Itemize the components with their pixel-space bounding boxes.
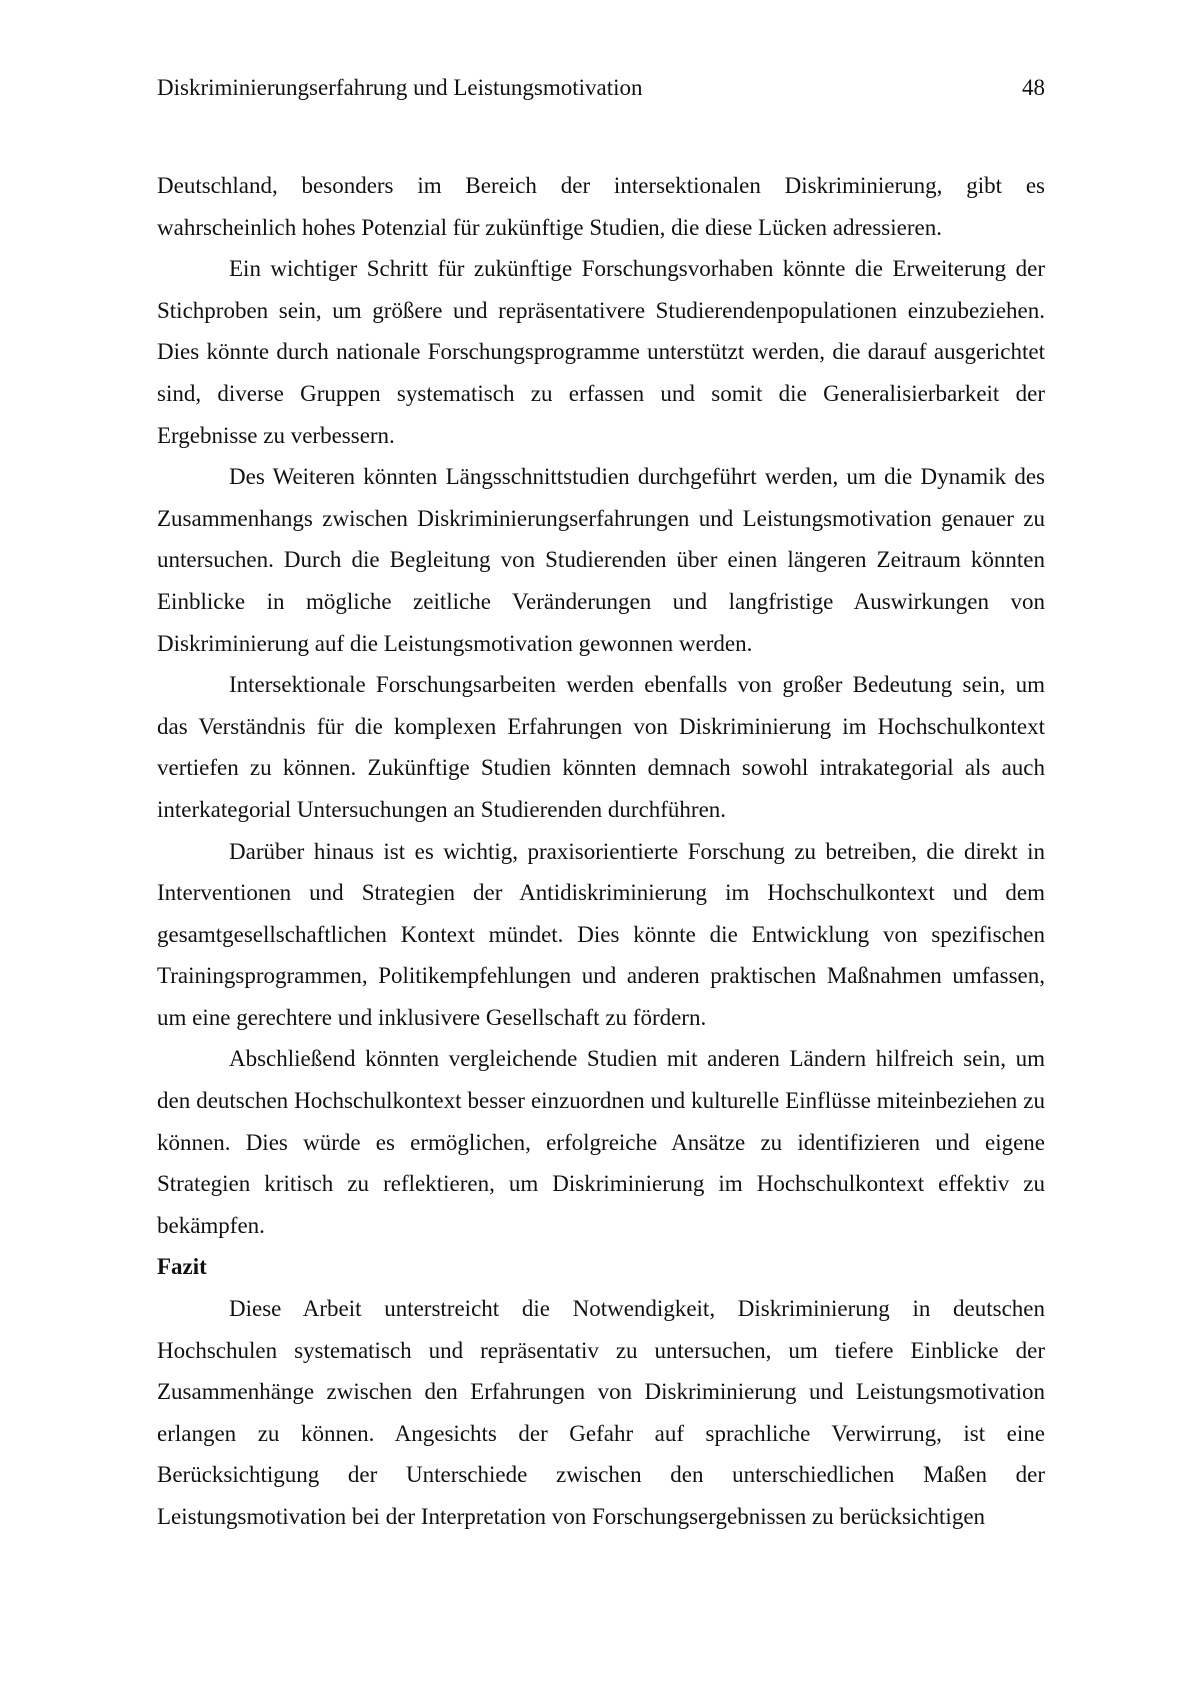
running-header	[157, 72, 1045, 104]
paragraph-intersektional: Intersektionale Forschungsarbeiten werden ebenfalls von großer Bedeutung sein, um das Verständnis für die komplexen Erfahrungen von Diskriminierung im Hochschulkontext vertiefen zu können. Zukünftige Studien könnten demnach sowohl intrakategorial als auch interkategorial Untersuchungen an Studierenden durchführen.	[157, 672, 1045, 822]
paragraph-vergleich: Abschließend könnten vergleichende Studien mit anderen Ländern hilfreich sein, um den deutschen Hochschulkontext besser einzuordnen und kulturelle Einflüsse miteinbeziehen zu können. Dies würde es ermöglichen, erfolgreiche Ansätze zu identifizieren und eigene Strategien kritisch zu reflektieren, um Diskriminierung im Hochschulkontext effektiv zu bekämpfen.	[157, 1046, 1045, 1238]
paragraph-stichproben: Ein wichtiger Schritt für zukünftige Forschungsvorhaben könnte die Erweiterung der Stichproben sein, um größere und repräsentativere Studierendenpopulationen einzubeziehen. Dies könnte durch nationale Forschungsprogramme unterstützt werden, die darauf ausgerichtet sind, diverse Gruppen systematisch zu erfassen und somit die Generalisierbarkeit der Ergebnisse zu verbessern.	[157, 256, 1045, 448]
running-title: Diskriminierungserfahrung und Leistungsmotivation	[157, 75, 643, 100]
paragraph-laengsschnitt: Des Weiteren könnten Längsschnittstudien durchgeführt werden, um die Dynamik des Zusammenhangs zwischen Diskriminierungserfahrungen und Leistungsmotivation genauer zu untersuchen. Durch die Begleitung von Studierenden über einen längeren Zeitraum könnten Einblicke in mögliche zeitliche Veränderungen und langfristige Auswirkungen von Diskriminierung auf die Leistungsmotivation gewonnen werden.	[157, 464, 1045, 656]
paragraph-fazit: Diese Arbeit unterstreicht die Notwendigkeit, Diskriminierung in deutschen Hochschulen systematisch und repräsentativ zu untersuchen, um tiefere Einblicke der Zusammenhänge zwischen den Erfahrungen von Diskriminierung und Leistungsmotivation erlangen zu können. Angesichts der Gefahr auf sprachliche Verwirrung, ist eine Berücksichtigung der Unterschiede zwischen den unterschiedlichen Maßen der Leistungsmotivation bei der Interpretation von Forschungsergebnissen zu berücksichtigen	[157, 1296, 1045, 1529]
page-number: 48	[1022, 75, 1045, 100]
section-heading: Fazit	[157, 1254, 207, 1280]
paragraph-praxis: Darüber hinaus ist es wichtig, praxisorientierte Forschung zu betreiben, die direkt in Interventionen und Strategien der Antidiskriminierung im Hochschulkontext und dem gesamtgesellschaftlichen Kontext mündet. Dies könnte die Entwicklung von spezifischen Trainingsprogrammen, Politikempfehlungen und anderen praktischen Maßnahmen umfassen, um eine gerechtere und inklusivere Gesellschaft zu fördern.	[157, 838, 1045, 1030]
body-text	[157, 165, 1045, 1538]
paragraph-continued: Deutschland, besonders im Bereich der intersektionalen Diskriminierung, gibt es wahrscheinlich hohes Potenzial für zukünftige Studien, die diese Lücken adressieren.	[157, 173, 1045, 240]
